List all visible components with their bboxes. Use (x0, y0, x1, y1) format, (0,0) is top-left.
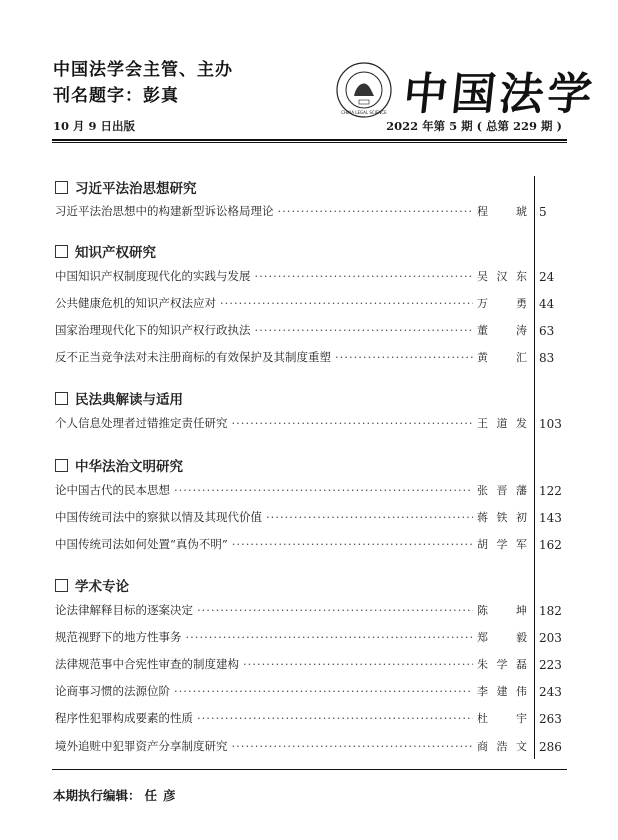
footer-rule (52, 769, 567, 770)
article-author: 万勇 (477, 297, 527, 310)
page-number: 122 (539, 484, 562, 498)
dot-leader (255, 269, 474, 283)
toc-entry[interactable] (55, 203, 527, 221)
article-author: 杜宇 (477, 712, 527, 725)
executive-editor (53, 786, 182, 804)
toc-entry[interactable] (55, 482, 527, 500)
article-author: 程琥 (477, 205, 527, 218)
inscription-text: 刊名题字：彭真 (53, 86, 179, 106)
toc-entry[interactable] (55, 710, 527, 728)
dot-leader (220, 296, 473, 310)
article-author: 胡学军 (477, 538, 527, 551)
article-title: 个人信息处理者过错推定责任研究 (55, 416, 228, 430)
checkbox-square-icon (55, 392, 68, 405)
toc-entry[interactable] (55, 509, 527, 527)
section-heading (55, 455, 183, 475)
dot-leader (197, 711, 473, 725)
toc-entry[interactable] (55, 415, 527, 433)
article-author: 陈坤 (477, 604, 527, 617)
sponsor-text: 中国法学会主管、主办 (53, 60, 233, 80)
article-title: 中国知识产权制度现代化的实践与发展 (55, 269, 251, 283)
section-heading-label: 中华法治文明研究 (75, 459, 183, 475)
article-title: 中国传统司法中的察狱以情及其现代价值 (55, 510, 262, 524)
dot-leader (232, 739, 474, 753)
journal-seal-logo (336, 62, 392, 118)
article-title: 国家治理现代化下的知识产权行政执法 (55, 323, 251, 337)
article-author: 王道发 (477, 417, 527, 430)
svg-text:CHINA LEGAL SCIENCE: CHINA LEGAL SCIENCE (341, 110, 387, 115)
article-title: 程序性犯罪构成要素的性质 (55, 711, 193, 725)
page-number: 162 (539, 538, 562, 552)
section-heading (55, 575, 129, 595)
page-number: 5 (539, 205, 547, 219)
page-number: 63 (539, 324, 555, 338)
page-number: 203 (539, 631, 562, 645)
dot-leader (174, 483, 473, 497)
article-author: 张晋藩 (477, 484, 527, 497)
checkbox-square-icon (55, 245, 68, 258)
page-number: 103 (539, 417, 562, 431)
checkbox-square-icon (55, 579, 68, 592)
article-author: 朱学磊 (477, 658, 527, 671)
dot-leader (174, 684, 473, 698)
toc-entry[interactable] (55, 629, 527, 647)
article-author: 吴汉东 (477, 270, 527, 283)
toc-entry[interactable] (55, 268, 527, 286)
dot-leader (186, 630, 474, 644)
toc-entry[interactable] (55, 683, 527, 701)
article-author: 郑毅 (477, 631, 527, 644)
checkbox-square-icon (55, 459, 68, 472)
dot-leader (255, 323, 474, 337)
article-author: 黄汇 (477, 351, 527, 364)
dot-leader (266, 510, 473, 524)
dot-leader (243, 657, 473, 671)
publication-date: 10 月 9 日出版 (53, 119, 136, 133)
section-heading-label: 知识产权研究 (75, 245, 156, 261)
article-title: 法律规范事中合宪性审查的制度建构 (55, 657, 239, 671)
toc-entry[interactable] (55, 536, 527, 554)
section-heading (55, 388, 183, 408)
dot-leader (232, 416, 474, 430)
editor-name: 任彦 (144, 788, 182, 803)
page-number: 182 (539, 604, 562, 618)
article-author: 蒋铁初 (477, 511, 527, 524)
toc-entry[interactable] (55, 738, 527, 756)
section-heading-label: 民法典解读与适用 (75, 392, 183, 408)
editor-label: 本期执行编辑： (53, 788, 141, 803)
checkbox-square-icon (55, 181, 68, 194)
article-author: 李建伟 (477, 685, 527, 698)
article-title: 境外追赃中犯罪资产分享制度研究 (55, 739, 228, 753)
toc-entry[interactable] (55, 349, 527, 367)
article-title: 习近平法治思想中的构建新型诉讼格局理论 (55, 204, 274, 218)
article-author: 商浩文 (477, 740, 527, 753)
dot-leader (335, 350, 473, 364)
page-number: 83 (539, 351, 555, 365)
header-double-rule (52, 139, 567, 143)
page-number: 44 (539, 297, 555, 311)
section-heading (55, 177, 197, 197)
article-title: 论法律解释目标的逐案决定 (55, 603, 193, 617)
article-title: 公共健康危机的知识产权法应对 (55, 296, 216, 310)
article-title: 论中国古代的民本思想 (55, 483, 170, 497)
page-number: 223 (539, 658, 562, 672)
section-heading (55, 241, 156, 261)
page-number: 243 (539, 685, 562, 699)
dot-leader (232, 537, 473, 551)
page-number: 263 (539, 712, 562, 726)
issue-number: 2022 年第 5 期 ( 总第 229 期 ) (386, 119, 562, 133)
dot-leader (278, 204, 474, 218)
article-author: 董涛 (477, 324, 527, 337)
toc-entry[interactable] (55, 295, 527, 313)
page-number: 143 (539, 511, 562, 525)
article-title: 论商事习惯的法源位阶 (55, 684, 170, 698)
section-heading-label: 学术专论 (75, 579, 129, 595)
toc-entry[interactable] (55, 602, 527, 620)
page-column-divider (534, 176, 535, 759)
toc-entry[interactable] (55, 656, 527, 674)
page-number: 286 (539, 740, 562, 754)
toc-entry[interactable] (55, 322, 527, 340)
article-title: 反不正当竞争法对未注册商标的有效保护及其制度重塑 (55, 350, 331, 364)
article-title: 规范视野下的地方性事务 (55, 630, 182, 644)
section-heading-label: 习近平法治思想研究 (75, 181, 197, 197)
dot-leader (197, 603, 473, 617)
journal-name-calligraphy: 中国法学 (400, 69, 599, 120)
article-title: 中国传统司法如何处置“真伪不明” (55, 537, 228, 551)
page-number: 24 (539, 270, 555, 284)
